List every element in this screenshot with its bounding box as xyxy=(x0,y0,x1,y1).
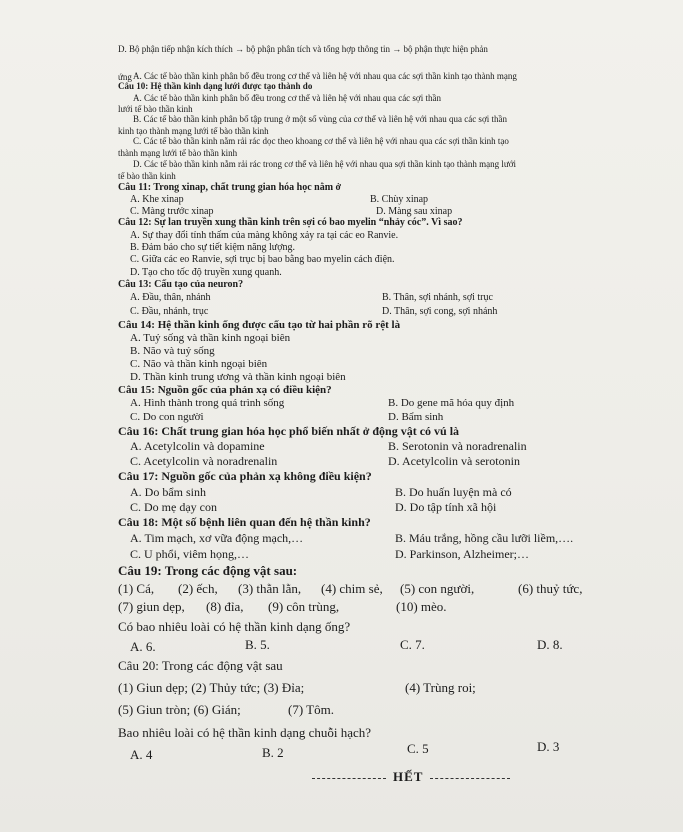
text-line: Câu 14: Hệ thần kinh ống được cấu tạo từ hai phần rõ rệt là xyxy=(118,319,401,331)
text-line: D. Màng sau xinap xyxy=(376,206,453,217)
text-line: Câu 10: Hệ thần kinh dạng lưới được tạo thành do xyxy=(118,81,313,91)
text-line: B. Do huấn luyện mà có xyxy=(395,485,512,499)
text-line: (5) con người, xyxy=(400,581,475,596)
text-line: D. Acetylcolin và serotonin xyxy=(388,454,520,468)
text-line: C. Màng trước xinap xyxy=(130,206,214,217)
text-line: Câu 16: Chất trung gian hóa học phổ biến nhất ở động vật có vú là xyxy=(118,424,460,438)
text-line: B. Não và tuỷ sống xyxy=(130,345,215,357)
text-line: B. Máu trắng, hồng cầu lưỡi liềm,…. xyxy=(395,531,574,545)
text-line: Câu 15: Nguồn gốc của phản xạ có điều kiện? xyxy=(118,384,332,396)
text-line: A. Acetylcolin và dopamine xyxy=(130,439,265,453)
text-line: kinh tạo thành mạng lưới tế bào thần kinh xyxy=(118,126,269,136)
text-line: B. Chùy xinap xyxy=(370,194,429,205)
text-line: HẾT xyxy=(393,769,424,784)
text-line: A. Các tế bào thần kinh phân bố đều trong cơ thể và liên hệ với nhau qua các sợi thần kinh tạo thành mạng xyxy=(133,71,517,81)
text-line: (1) Giun dẹp; (2) Thủy tức; (3) Đỉa; xyxy=(118,680,305,695)
text-line: A. 6. xyxy=(130,639,156,654)
text-line: (4) chim sẻ, xyxy=(321,581,383,596)
text-line: A. Hình thành trong quá trình sống xyxy=(130,397,285,409)
text-line: C. Đầu, nhánh, trục xyxy=(130,306,209,317)
text-line: thành mạng lưới tế bào thần kinh xyxy=(118,148,238,158)
text-line: C. 5 xyxy=(407,741,429,756)
text-line: A. Đầu, thân, nhánh xyxy=(130,292,211,303)
text-line: A. Tim mạch, xơ vữa động mạch,… xyxy=(130,531,304,545)
text-line: B. 2 xyxy=(262,745,284,760)
text-line: (6) thuỷ tức, xyxy=(518,581,583,596)
text-line: (7) Tôm. xyxy=(288,702,334,717)
text-line: (8) đỉa, xyxy=(206,599,244,614)
text-line: D. Các tế bào thần kinh nằm rải rác trong cơ thể và liên hệ với nhau qua sợi thần kinh tạo thành mạng lưới xyxy=(133,159,517,169)
text-line: C. Do con người xyxy=(130,411,204,423)
end-dash-left xyxy=(312,778,386,779)
text-line: D. Tạo cho tốc độ truyền xung quanh. xyxy=(130,267,282,278)
text-line: C. U phổi, viêm họng,… xyxy=(130,547,249,561)
text-line: (10) mèo. xyxy=(396,599,447,614)
text-line: B. Các tế bào thần kinh phân bố tập trung ở một số vùng của cơ thể và liên hệ với nhau qua các sợi thần xyxy=(133,114,507,124)
text-line: (5) Giun tròn; (6) Gián; xyxy=(118,702,241,717)
text-line: C. 7. xyxy=(400,637,425,652)
text-line: Câu 17: Nguồn gốc của phản xạ không điều kiện? xyxy=(118,469,372,483)
text-line: A. Các tế bào thần kinh phân bố đều trong cơ thể và liên hệ với nhau qua các sợi thần xyxy=(133,93,441,103)
text-line: Câu 19: Trong các động vật sau: xyxy=(118,563,298,578)
text-line: D. Bẩm sinh xyxy=(388,411,444,423)
text-line: C. Giữa các eo Ranvie, sợi trục bị bao bằng bao myelin cách điện. xyxy=(130,254,395,265)
text-line: A. Khe xinap xyxy=(130,194,184,205)
text-line: (4) Trùng roi; xyxy=(405,680,476,695)
text-line: A. Sự thay đổi tính thấm của màng không xảy ra tại các eo Ranvie. xyxy=(130,230,399,241)
text-line: D. Thân, sợi cong, sợi nhánh xyxy=(382,306,498,317)
text-line: Câu 11: Trong xinap, chất trung gian hóa học nằm ở xyxy=(118,182,342,193)
text-line: C. Các tế bào thần kinh nằm rải rác dọc theo khoang cơ thể và liên hệ với nhau qua các sợi thần kinh tạo xyxy=(133,136,509,146)
text-line: B. Do gene mã hóa quy định xyxy=(388,397,515,409)
text-line: C. Não và thần kinh ngoại biên xyxy=(130,358,268,370)
text-line: ứng xyxy=(118,72,132,82)
text-line: D. Parkinson, Alzheimer;… xyxy=(395,547,529,561)
text-line: Câu 18: Một số bệnh liên quan đến hệ thần kinh? xyxy=(118,515,371,529)
text-line: D. 8. xyxy=(537,637,563,652)
text-line: (9) côn trùng, xyxy=(268,599,340,614)
text-line: (2) ếch, xyxy=(178,581,218,596)
text-line: B. Thân, sợi nhánh, sợi trục xyxy=(382,292,493,303)
text-line: tế bào thần kinh xyxy=(118,171,176,181)
text-line: Có bao nhiêu loài có hệ thần kinh dạng ống? xyxy=(118,619,351,634)
text-line: A. 4 xyxy=(130,747,153,762)
text-line: C. Do mẹ dạy con xyxy=(130,500,217,514)
text-line: A. Tuỷ sống và thần kinh ngoại biên xyxy=(130,332,291,344)
text-line: lưới tế bào thần kinh xyxy=(118,104,193,114)
text-line: Câu 12: Sự lan truyền xung thần kinh trên sợi có bao myelin “nhảy cóc”. Vì sao? xyxy=(118,217,463,228)
text-line: (7) giun dẹp, xyxy=(118,599,185,614)
end-dash-right xyxy=(430,778,510,779)
text-line: (3) thằn lằn, xyxy=(238,581,302,596)
text-line: Câu 13: Cấu tạo của neuron? xyxy=(118,279,244,290)
text-line: C. Acetylcolin và noradrenalin xyxy=(130,454,278,468)
text-line: B. Đảm bảo cho sự tiết kiệm năng lượng. xyxy=(130,242,295,253)
text-line: D. Do tập tính xã hội xyxy=(395,500,497,514)
text-line: Bao nhiêu loài có hệ thần kinh dạng chuỗi hạch? xyxy=(118,725,372,740)
text-line: D. 3 xyxy=(537,739,560,754)
text-line: B. Serotonin và noradrenalin xyxy=(388,439,527,453)
text-line: (1) Cá, xyxy=(118,581,155,596)
text-line: D. Bộ phận tiếp nhận kích thích → bộ phận phân tích và tổng hợp thông tin → bộ phận thực hiện phản xyxy=(118,44,488,54)
text-line: B. 5. xyxy=(245,637,270,652)
text-line: D. Thần kinh trung ương và thần kinh ngoại biên xyxy=(130,371,346,383)
text-line: Câu 20: Trong các động vật sau xyxy=(118,658,283,673)
text-line: A. Do bẩm sinh xyxy=(130,485,206,499)
